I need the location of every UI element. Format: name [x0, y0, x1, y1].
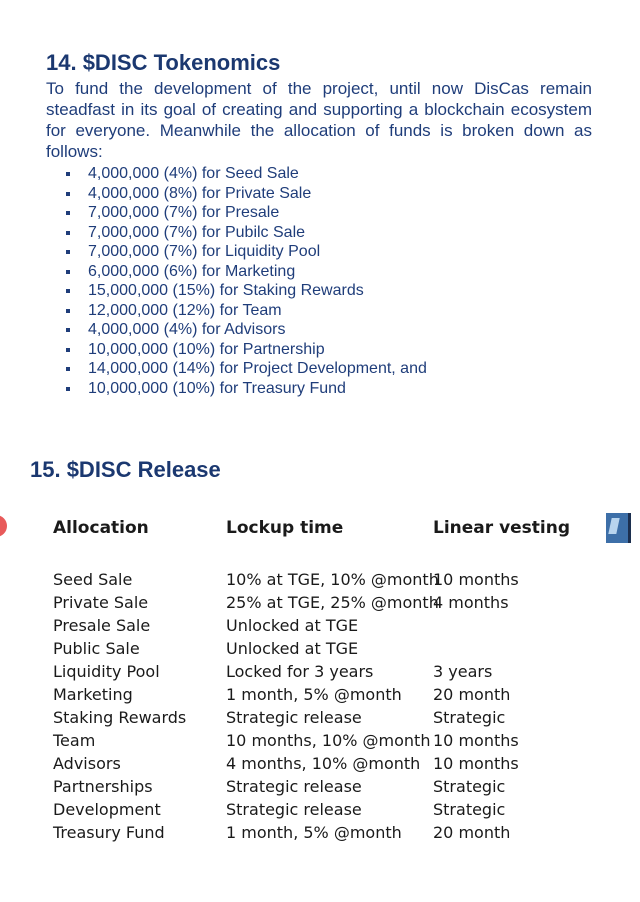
- cell-lockup: 10% at TGE, 10% @month: [226, 570, 439, 589]
- cell-lockup: Strategic release: [226, 800, 362, 819]
- cell-lockup: 1 month, 5% @month: [226, 823, 402, 842]
- table-row: [53, 729, 583, 752]
- cell-allocation: Presale Sale: [53, 616, 151, 635]
- list-item-text: 4,000,000 (4%) for Advisors: [88, 321, 286, 338]
- edge-decoration-left: [0, 515, 7, 537]
- cell-vesting: Strategic: [433, 800, 506, 819]
- list-item: [66, 320, 592, 340]
- bullet-icon: [66, 211, 70, 215]
- cell-lockup: Strategic release: [226, 777, 362, 796]
- table-row: [53, 637, 583, 660]
- table-body: [53, 568, 583, 844]
- table-row: [53, 798, 583, 821]
- list-item-text: 15,000,000 (15%) for Staking Rewards: [88, 282, 364, 299]
- cell-allocation: Development: [53, 800, 161, 819]
- table-row: [53, 683, 583, 706]
- cell-vesting: 4 months: [433, 593, 509, 612]
- cell-lockup: 25% at TGE, 25% @month: [226, 593, 439, 612]
- bullet-icon: [66, 348, 70, 352]
- bullet-icon: [66, 192, 70, 196]
- cell-lockup: 4 months, 10% @month: [226, 754, 421, 773]
- bullet-icon: [66, 172, 70, 176]
- bullet-icon: [66, 309, 70, 313]
- table-row: [53, 706, 583, 729]
- cell-vesting: 20 month: [433, 685, 511, 704]
- cell-allocation: Private Sale: [53, 593, 149, 612]
- cell-vesting: [433, 614, 583, 637]
- edge-decoration-right: [606, 513, 631, 543]
- list-item: [66, 340, 592, 360]
- cell-vesting: Strategic: [433, 777, 506, 796]
- list-item-text: 7,000,000 (7%) for Pubilc Sale: [88, 223, 306, 241]
- bullet-icon: [66, 367, 70, 371]
- list-item-text: 6,000,000 (6%) for Marketing: [88, 262, 296, 280]
- list-item: [66, 301, 592, 321]
- release-heading: 15. $DISC Release: [30, 457, 221, 482]
- table-row: [53, 568, 583, 591]
- cell-lockup: 10 months, 10% @month: [226, 731, 431, 750]
- cell-vesting: 10 months: [433, 731, 519, 750]
- list-item-text: 4,000,000 (8%) for Private Sale: [88, 184, 312, 202]
- cell-allocation: Public Sale: [53, 639, 140, 658]
- cell-lockup: Unlocked at TGE: [226, 616, 359, 635]
- list-item-text: 14,000,000 (14%) for Project Development, and: [88, 360, 427, 377]
- cell-lockup: Unlocked at TGE: [226, 639, 359, 658]
- cell-vesting: 10 months: [433, 754, 519, 773]
- cell-vesting: 3 years: [433, 662, 493, 681]
- column-header-lockup: Lockup time: [226, 518, 344, 538]
- list-item: [66, 223, 592, 243]
- cell-vesting: [433, 637, 583, 660]
- list-item: [66, 242, 592, 262]
- list-item: [66, 262, 592, 282]
- table-row: [53, 591, 583, 614]
- list-item: [66, 379, 592, 399]
- list-item-text: 10,000,000 (10%) for Treasury Fund: [88, 379, 346, 397]
- cell-allocation: Partnerships: [53, 777, 153, 796]
- bullet-icon: [66, 270, 70, 274]
- table-row: [53, 614, 583, 637]
- table-row: [53, 775, 583, 798]
- table-row: [53, 660, 583, 683]
- tokenomics-heading: 14. $DISC Tokenomics: [46, 50, 281, 75]
- table-row: [53, 752, 583, 775]
- table-header: [53, 512, 583, 544]
- bullet-icon: [66, 387, 70, 391]
- bullet-icon: [66, 289, 70, 293]
- cell-allocation: Staking Rewards: [53, 708, 187, 727]
- cell-allocation: Treasury Fund: [53, 823, 165, 842]
- cell-lockup: Locked for 3 years: [226, 662, 374, 681]
- list-item: [66, 203, 592, 223]
- bullet-icon: [66, 328, 70, 332]
- list-item: [66, 359, 592, 379]
- cell-vesting: 10 months: [433, 570, 519, 589]
- release-table: [53, 512, 583, 844]
- cell-allocation: Team: [53, 731, 96, 750]
- cell-allocation: Marketing: [53, 685, 133, 704]
- tokenomics-section: [46, 48, 592, 398]
- cell-vesting: Strategic: [433, 708, 506, 727]
- column-header-allocation: Allocation: [53, 518, 149, 538]
- bullet-icon: [66, 231, 70, 235]
- cell-allocation: Advisors: [53, 754, 121, 773]
- table-row: [53, 821, 583, 844]
- list-item-text: 7,000,000 (7%) for Liquidity Pool: [88, 243, 321, 260]
- list-item: [66, 184, 592, 204]
- list-item-text: 7,000,000 (7%) for Presale: [88, 204, 280, 221]
- list-item-text: 4,000,000 (4%) for Seed Sale: [88, 165, 299, 182]
- list-item-text: 12,000,000 (12%) for Team: [88, 301, 282, 319]
- cell-lockup: Strategic release: [226, 708, 362, 727]
- cell-allocation: Seed Sale: [53, 570, 133, 589]
- cell-allocation: Liquidity Pool: [53, 662, 160, 681]
- tokenomics-intro: To fund the development of the project, until now DisCas remain steadfast in its goal of creating and supporting a blockchain ecosystem for everyone. Meanwhile the allocation of funds is broken down as follows:: [46, 79, 592, 161]
- cell-lockup: 1 month, 5% @month: [226, 685, 402, 704]
- list-item: [66, 281, 592, 301]
- list-item: [66, 164, 592, 184]
- column-header-vesting: Linear vesting: [433, 518, 571, 538]
- list-item-text: 10,000,000 (10%) for Partnership: [88, 340, 325, 358]
- allocation-list: [46, 164, 592, 398]
- bullet-icon: [66, 250, 70, 254]
- cell-vesting: 20 month: [433, 823, 511, 842]
